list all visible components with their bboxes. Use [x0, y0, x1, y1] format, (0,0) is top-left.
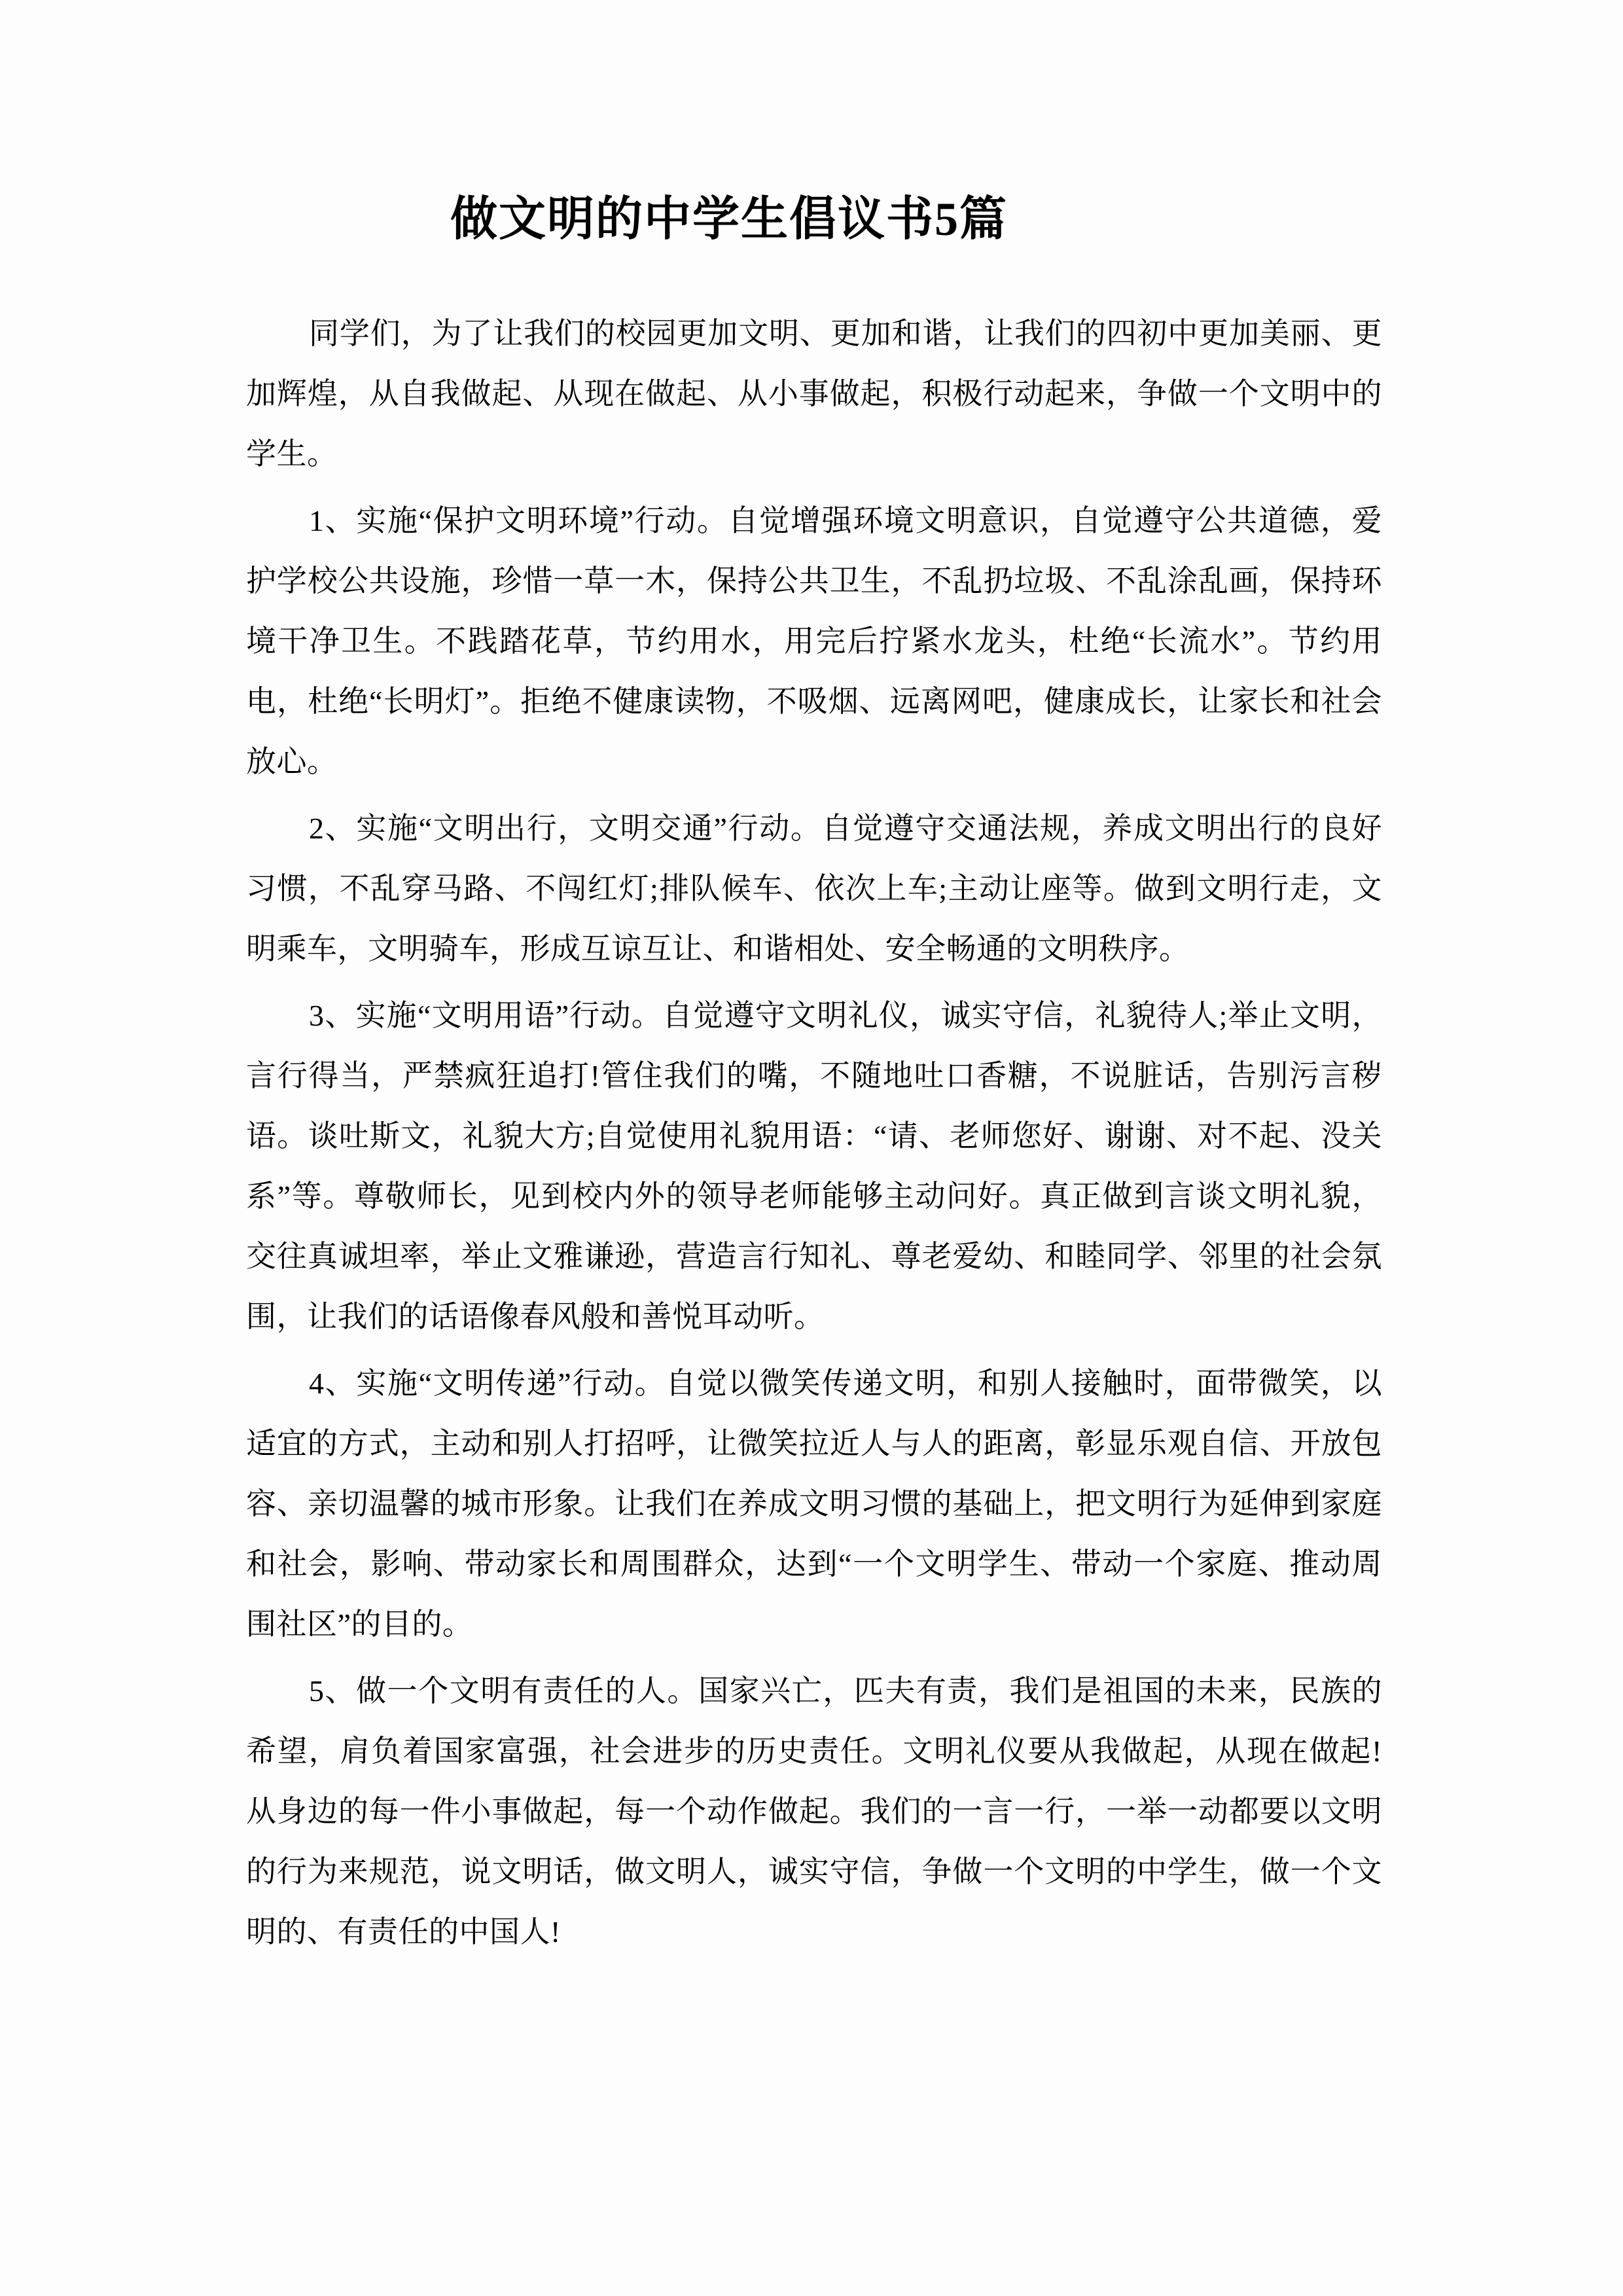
- paragraph-item-2: 2、实施“文明出行，文明交通”行动。自觉遵守交通法规，养成文明出行的良好习惯，不乱穿马路、不闯红灯;排队候车、依次上车;主动让座等。做到文明行走，文明乘车，文明骑车，形成互谅互让、和谐相处、安全畅通的文明秩序。: [246, 812, 1382, 965]
- paragraph-item-3: 3、实施“文明用语”行动。自觉遵守文明礼仪，诚实守信，礼貌待人;举止文明，言行得当，严禁疯狂追打!管住我们的嘴，不随地吐口香糖，不说脏话，告别污言秽语。谈吐斯文，礼貌大方;自觉使用礼貌用语：“请、老师您好、谢谢、对不起、没关系”等。尊敬师长，见到校内外的领导老师能够主动问好。真正做到言谈文明礼貌，交往真诚坦率，举止文雅谦逊，营造言行知礼、尊老爱幼、和睦同学、邻里的社会氛围，让我们的话语像春风般和善悦耳动听。: [246, 999, 1382, 1333]
- paragraph-item-5: 5、做一个文明有责任的人。国家兴亡，匹夫有责，我们是祖国的未来，民族的希望，肩负着国家富强，社会进步的历史责任。文明礼仪要从我做起，从现在做起!从身边的每一件小事做起，每一个动作做起。我们的一言一行，一举一动都要以文明的行为来规范，说文明话，做文明人，诚实守信，争做一个文明的中学生，做一个文明的、有责任的中国人!: [246, 1674, 1382, 1948]
- paragraph-item-4: 4、实施“文明传递”行动。自觉以微笑传递文明，和别人接触时，面带微笑，以适宜的方式，主动和别人打招呼，让微笑拉近人与人的距离，彰显乐观自信、开放包容、亲切温馨的城市形象。让我们在养成文明习惯的基础上，把文明行为延伸到家庭和社会，影响、带动家长和周围群众，达到“一个文明学生、带动一个家庭、推动周围社区”的目的。: [246, 1367, 1382, 1641]
- paragraph-intro: 同学们，为了让我们的校园更加文明、更加和谐，让我们的四初中更加美丽、更加辉煌，从自我做起、从现在做起、从小事做起，积极行动起来，争做一个文明中的学生。: [246, 317, 1382, 471]
- paragraph-item-1: 1、实施“保护文明环境”行动。自觉增强环境文明意识，自觉遵守公共道德，爱护学校公共设施，珍惜一草一木，保持公共卫生，不乱扔垃圾、不乱涂乱画，保持环境干净卫生。不践踏花草，节约用水，用完后拧紧水龙头，杜绝“长流水”。节约用电，杜绝“长明灯”。拒绝不健康读物，不吸烟、远离网吧，健康成长，让家长和社会放心。: [246, 504, 1382, 778]
- document-body: [246, 304, 1382, 1962]
- page-title: 做文明的中学生倡议书5篇: [450, 193, 1008, 245]
- document-content: [246, 0, 1382, 1962]
